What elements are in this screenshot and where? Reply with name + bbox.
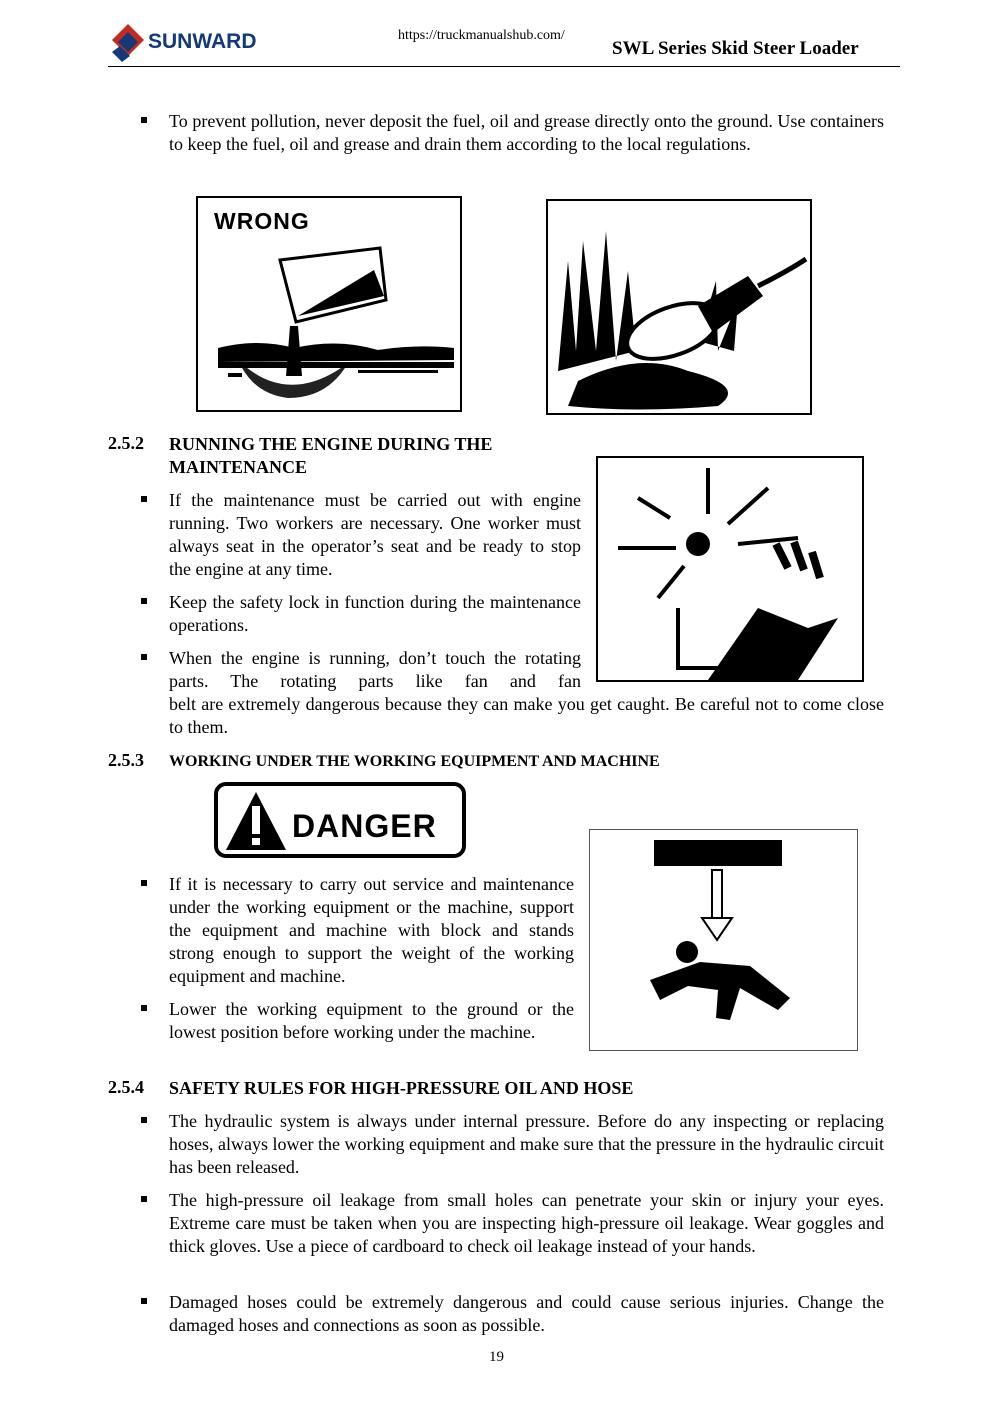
bullet-252-2: Keep the safety lock in function during the maintenance operations. bbox=[169, 592, 581, 635]
section-number-254: 2.5.4 bbox=[108, 1077, 144, 1097]
bullet-254-1: The hydraulic system is always under internal pressure. Before do any inspecting or replacing hoses, always lower the working equipment and make sure that the pressure in the hydraulic circuit has been released. bbox=[169, 1111, 884, 1177]
bullet-254-2: The high-pressure oil leakage from small holes can penetrate your skin or injury your eyes. Extreme care must be taken when you are inspecting high-pressure oil leakage. Wear goggles and thick gloves. Use a piece of cardboard to check oil leakage instead of your hands. bbox=[169, 1190, 884, 1256]
section-number-252: 2.5.2 bbox=[108, 433, 144, 453]
section-title-254: SAFETY RULES FOR HIGH-PRESSURE OIL AND HOSE bbox=[169, 1078, 634, 1098]
danger-sign bbox=[214, 782, 466, 858]
bullet-icon bbox=[141, 1117, 147, 1123]
logo-text: SUNWARD bbox=[148, 30, 257, 53]
bullet-252-3-cont: belt are extremely dangerous because they can make you get caught. Be careful not to come close to them. bbox=[169, 694, 884, 737]
crushed-person-illustration bbox=[590, 830, 857, 1050]
wrong-disposal-figure bbox=[196, 196, 462, 412]
warning-triangle-icon bbox=[224, 788, 288, 852]
falling-load-figure bbox=[589, 829, 858, 1051]
bullet-253-2: Lower the working equipment to the ground or the lowest position before working under the machine. bbox=[169, 999, 574, 1042]
rotating-fan-figure bbox=[596, 456, 864, 682]
bullet-icon bbox=[141, 117, 147, 123]
bullet-252-1: If the maintenance must be carried out with engine running. Two workers are necessary. One worker must always seat in the operator’s seat and be ready to stop the engine at any time. bbox=[169, 490, 581, 579]
oil-spill-grass-figure bbox=[546, 199, 812, 415]
intro-paragraph: To prevent pollution, never deposit the fuel, oil and grease directly onto the ground. Use containers to keep the fuel, oil and grease and drain them according to the local regulations. bbox=[169, 111, 884, 154]
wrong-label: WRONG bbox=[214, 208, 310, 234]
bullet-icon bbox=[141, 1005, 147, 1011]
section-title-253: WORKING UNDER THE WORKING EQUIPMENT AND MACHINE bbox=[169, 753, 660, 770]
bullet-254-3: Damaged hoses could be extremely dangerous and could cause serious injuries. Change the damaged hoses and connections as soon as possible. bbox=[169, 1292, 884, 1335]
section-number-253: 2.5.3 bbox=[108, 750, 144, 770]
danger-label: DANGER bbox=[292, 808, 437, 844]
page-number: 19 bbox=[489, 1349, 504, 1365]
bullet-icon bbox=[141, 654, 147, 660]
bullet-icon bbox=[141, 1196, 147, 1202]
oil-pouring-illustration bbox=[198, 198, 460, 410]
fan-hand-illustration bbox=[598, 458, 862, 680]
bullet-252-3: When the engine is running, don’t touch the rotating parts. The rotating parts like fan and fan bbox=[169, 648, 581, 691]
document-title: SWL Series Skid Steer Loader bbox=[612, 38, 859, 59]
bullet-icon bbox=[141, 880, 147, 886]
bullet-icon bbox=[141, 496, 147, 502]
bullet-icon bbox=[141, 598, 147, 604]
bullet-253-1: If it is necessary to carry out service and maintenance under the working equipment or the machine, support the equipment and machine with block and stands strong enough to support the weight of the working equipment and machine. bbox=[169, 874, 574, 986]
section-title-252: RUNNING THE ENGINE DURING THE MAINTENANCE bbox=[169, 434, 493, 477]
header-url[interactable]: https://truckmanualshub.com/ bbox=[398, 28, 565, 43]
bullet-icon bbox=[141, 1298, 147, 1304]
grass-oil-illustration bbox=[548, 201, 810, 413]
header-rule bbox=[108, 66, 900, 67]
sunward-logo-icon bbox=[108, 22, 148, 64]
